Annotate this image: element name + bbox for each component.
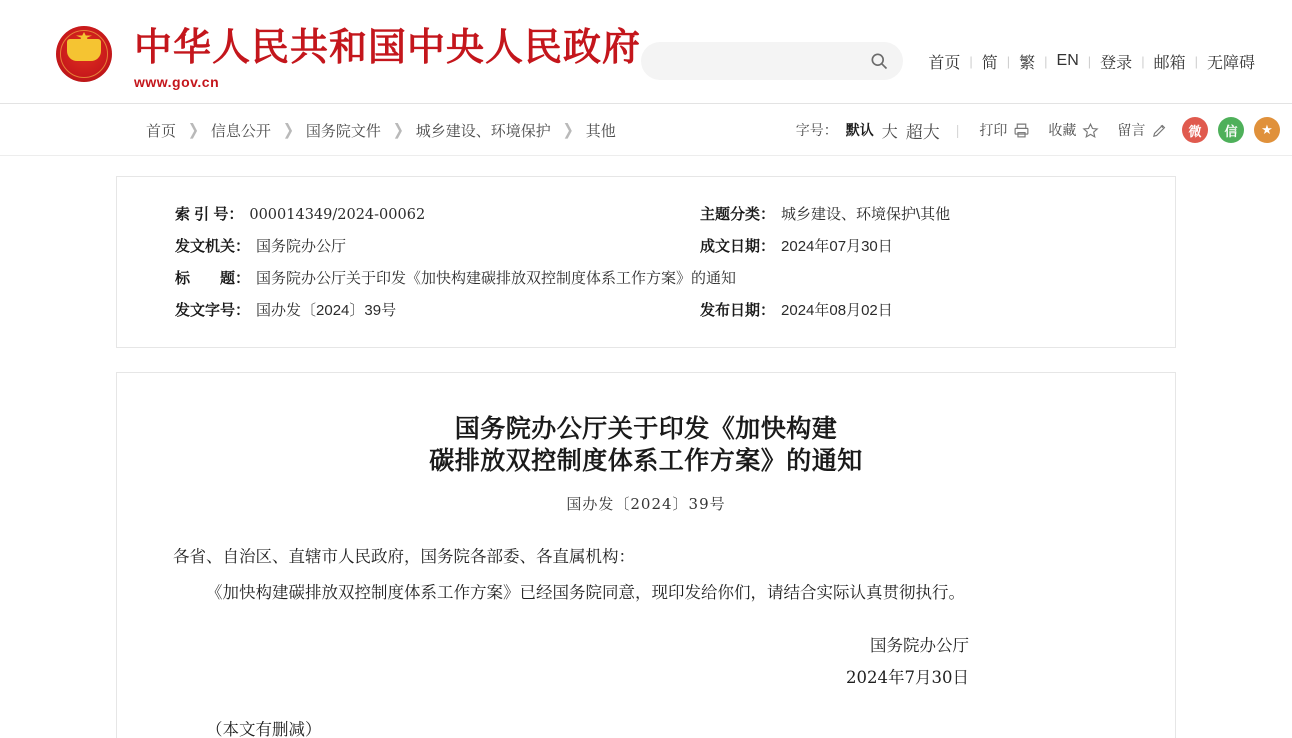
- header-right: [641, 42, 1264, 80]
- breadcrumb-item-disclosure[interactable]: 信息公开: [210, 122, 271, 140]
- metadata-issuing-agency: [175, 231, 700, 263]
- search-input[interactable]: [655, 52, 869, 70]
- nav-item-mail[interactable]: 邮箱: [1153, 54, 1186, 72]
- breadcrumb-item-statecouncil-docs[interactable]: 国务院文件: [305, 122, 381, 140]
- sub-toolbar: [0, 104, 1292, 156]
- nav-item-login[interactable]: 登录: [1100, 54, 1133, 72]
- font-size-default[interactable]: 默认: [845, 122, 874, 138]
- nav-item-traditional[interactable]: 繁: [1019, 54, 1036, 72]
- metadata-value: 2024年07月30日: [781, 238, 893, 255]
- star-icon[interactable]: [1082, 122, 1099, 139]
- metadata-key: 发布日期：: [700, 302, 776, 319]
- document-paragraph: 《加快构建碳排放双控制度体系工作方案》已经国务院同意，现印发给你们，请结合实际认真贯彻执行。: [206, 583, 965, 602]
- metadata-value: 国务院办公厅关于印发《加快构建碳排放双控制度体系工作方案》的通知: [256, 270, 737, 287]
- metadata-value: 国办发〔2024〕39号: [256, 302, 397, 319]
- nav-separator: |: [969, 53, 973, 69]
- breadcrumb-item-home[interactable]: 首页: [146, 122, 177, 140]
- document-title-line1: 国务院办公厅关于印发《加快构建: [454, 414, 838, 443]
- tool-divider: |: [955, 122, 960, 138]
- nav-item-simplified[interactable]: 简: [981, 54, 998, 72]
- document-signature: [173, 630, 1119, 694]
- metadata-row: [175, 295, 1117, 327]
- favorite-label: 收藏: [1048, 122, 1077, 138]
- metadata-value: 2024年08月02日: [781, 302, 893, 319]
- font-size-label: 字号：: [795, 122, 838, 138]
- site-logo[interactable]: [56, 22, 641, 90]
- document-note: （本文有删减）: [206, 720, 322, 738]
- metadata-index-number: [175, 199, 700, 231]
- metadata-key: 成文日期：: [700, 238, 776, 255]
- document-title-line2: 碳排放双控制度体系工作方案》的通知: [429, 446, 863, 475]
- print-label: 打印: [979, 122, 1008, 138]
- site-url: www.gov.cn: [134, 74, 220, 90]
- weibo-share-button[interactable]: 微: [1182, 117, 1208, 143]
- search-icon[interactable]: [869, 51, 889, 71]
- signature-organization: 国务院办公厅: [870, 636, 969, 655]
- nav-item-accessibility[interactable]: 无障碍: [1206, 54, 1255, 72]
- nav-item-home[interactable]: 首页: [928, 54, 961, 72]
- comment-button[interactable]: [1117, 120, 1168, 140]
- nav-separator: |: [1141, 53, 1145, 69]
- chevron-right-icon: ❯: [562, 120, 574, 139]
- metadata-key: 索 引 号：: [175, 206, 244, 223]
- national-emblem-icon: [56, 26, 112, 82]
- font-size-large[interactable]: 大: [881, 123, 898, 141]
- breadcrumb: [146, 104, 616, 156]
- site-header: [0, 0, 1292, 104]
- nav-separator: |: [1194, 53, 1198, 69]
- metadata-key: 主题分类：: [700, 206, 776, 223]
- chevron-right-icon: ❯: [392, 120, 404, 139]
- metadata-publish-date: [700, 295, 893, 327]
- metadata-value: 城乡建设、环境保护\其他: [781, 206, 951, 223]
- printer-icon[interactable]: [1013, 122, 1030, 139]
- site-title: 中华人民共和国中央人民政府: [134, 24, 642, 69]
- nav-separator: |: [1044, 53, 1048, 69]
- print-button[interactable]: [979, 120, 1030, 140]
- metadata-written-date: [700, 231, 893, 263]
- wechat-share-button[interactable]: 信: [1218, 117, 1244, 143]
- metadata-key: 发文机关：: [175, 238, 251, 255]
- signature-date: 2024年7月30日: [846, 668, 969, 687]
- breadcrumb-item-category[interactable]: 城乡建设、环境保护: [415, 122, 551, 140]
- nav-separator: |: [1087, 53, 1092, 69]
- header-nav: [919, 50, 1264, 73]
- search-box[interactable]: [641, 42, 903, 80]
- metadata-topic-category: [700, 199, 950, 231]
- nav-separator: |: [1006, 53, 1011, 69]
- metadata-value: 000014349/2024-00062: [249, 207, 426, 223]
- metadata-key: 发文字号：: [175, 302, 251, 319]
- document-salutation: 各省、自治区、直辖市人民政府，国务院各部委、各直属机构：: [173, 547, 635, 566]
- chevron-right-icon: ❯: [188, 120, 199, 139]
- nav-item-english[interactable]: EN: [1056, 52, 1079, 69]
- metadata-key: 标 题：: [175, 270, 251, 287]
- page-body: [0, 156, 1292, 738]
- social-share-group: [1182, 104, 1280, 156]
- favorite-button[interactable]: [1048, 120, 1099, 140]
- document-number: 国办发〔2024〕39号: [566, 495, 726, 513]
- font-size-xlarge[interactable]: 超大: [905, 122, 940, 142]
- metadata-title: [175, 263, 736, 295]
- page-tools: [796, 104, 1204, 156]
- site-title-group: [134, 22, 641, 90]
- metadata-row: [175, 231, 1117, 263]
- metadata-row: [175, 263, 1117, 295]
- document-content-card: [116, 372, 1176, 738]
- document-metadata-card: [116, 176, 1176, 348]
- pencil-icon[interactable]: [1151, 122, 1168, 139]
- metadata-doc-number: [175, 295, 700, 327]
- metadata-value: 国务院办公厅: [256, 238, 347, 255]
- page-title: [173, 413, 1119, 477]
- breadcrumb-item-other[interactable]: 其他: [585, 122, 616, 140]
- comment-label: 留言: [1117, 122, 1146, 138]
- chevron-right-icon: ❯: [282, 120, 294, 139]
- metadata-row: [175, 199, 1117, 231]
- favorite-share-button[interactable]: ★: [1254, 117, 1280, 143]
